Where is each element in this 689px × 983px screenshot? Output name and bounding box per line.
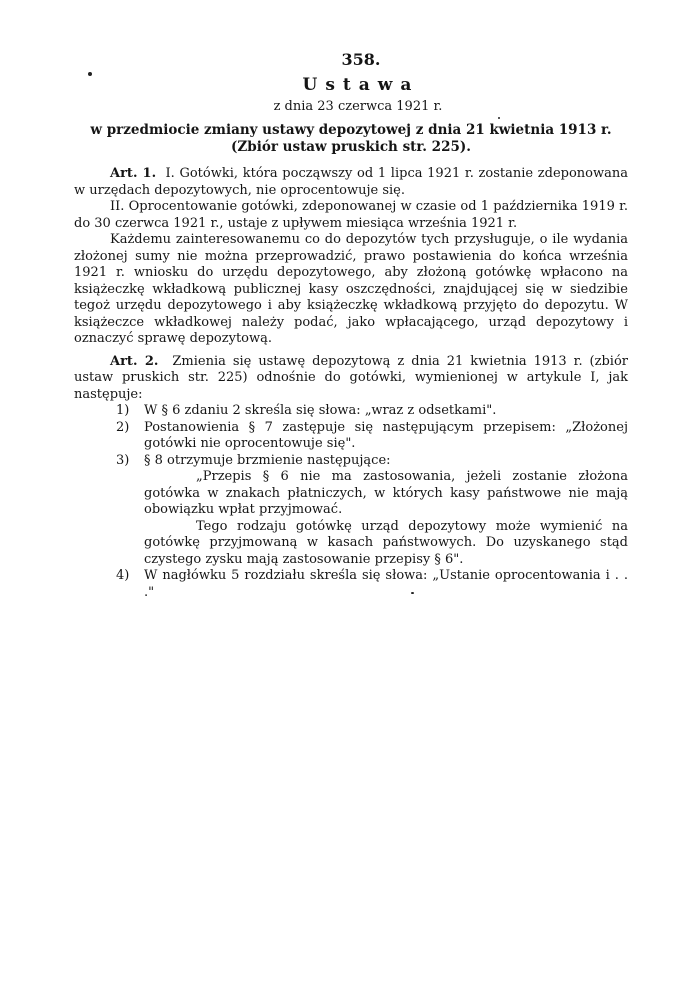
law-subject-line1: w przedmiocie zmiany ustawy depozytowej z dnia 21 kwietnia 1913 r. [90,122,612,138]
ink-speck [411,592,414,594]
law-subject-line2: (Zbiór ustaw pruskich str. 225). [231,139,471,155]
list-item-number: 3) [116,452,130,468]
article2-intro-text: Zmienia się ustawę depozytową z dnia 21 kwietnia 1913 r. (zbiór ustaw pruskich str. 225) odnośnie do gotówki, wymienionej w artykule I, jak następuje: [74,353,628,402]
article2-intro [74,354,628,404]
list-item-number: 2) [116,419,130,435]
article1-paragraph2: II. Oprocentowanie gotówki, zdeponowanej w czasie od 1 października 1919 r. do 30 czerwca 1921 r., ustaje z upływem miesiąca września 1921 r. [74,199,628,231]
list-item-text: Postanowienia § 7 zastępuje się następującym przepisem: „Złożonej gotówki nie oprocentowuje się". [144,419,628,451]
article1-paragraph1 [74,166,628,199]
item3-quote-paragraph2: Tego rodzaju gotówkę urząd depozytowy może wymienić na gotówkę przyjmowaną w kasach państwowych. Do uzyskanego stąd czystego zysku mają zastosowanie przepisy § 6". [144,518,628,567]
article2-label: Art. 2. [110,353,159,369]
list-item [74,403,628,420]
document-page [74,50,628,650]
article1-label: Art. 1. [110,166,157,181]
list-item [74,420,628,453]
list-item-text: W § 6 zdaniu 2 skreśla się słowa: „wraz z odsetkami". [144,403,497,418]
ink-speck [88,72,92,76]
law-date: z dnia 23 czerwca 1921 r. [273,99,443,114]
item3-quote-paragraph1: „Przepis § 6 nie ma zastosowania, jeżeli zostanie złożona gotówka w znakach płatniczych, w których kasy państwowe nie mają obowiązku wpłat przyjmować. [144,469,628,517]
list-item [74,568,628,601]
ink-speck [498,117,500,119]
article1-paragraph3: Każdemu zainteresowanemu co do depozytów tych przysługuje, o ile wydania złożonej sumy nie można przeprowadzić, prawo postawienia do końca września 1921 r. wniosku do urzędu depozytowego, aby złożoną gotówkę wpłacono na książeczkę wkładkową publicznej kasy oszczędności, znajdującej się w siedzibie tegoż urzędu depozytowego i aby książeczkę wkładkową przyjęto do depozytu. W książeczce wkładkowej należy podać, jako wpłacającego, urząd depozytowy i oznaczyć sprawę depozytową. [74,232,628,346]
list-item [74,453,628,470]
law-title: Ustawa [302,75,420,95]
law-subject [74,122,628,156]
list-item-number: 1) [116,403,130,418]
list-item-text: W nagłówku 5 rozdziału skreśla się słowa: „Ustanie oprocentowania i . . ." [144,568,628,600]
list-item-text: § 8 otrzymuje brzmienie następujące: [144,452,391,468]
article1-p1-text: I. Gotówki, która począwszy od 1 lipca 1921 r. zostanie zdeponowana w urzędach depozytowych, nie oprocentowuje się. [74,166,628,198]
list-item-number: 4) [116,568,130,583]
page-number: 358. [341,50,381,69]
